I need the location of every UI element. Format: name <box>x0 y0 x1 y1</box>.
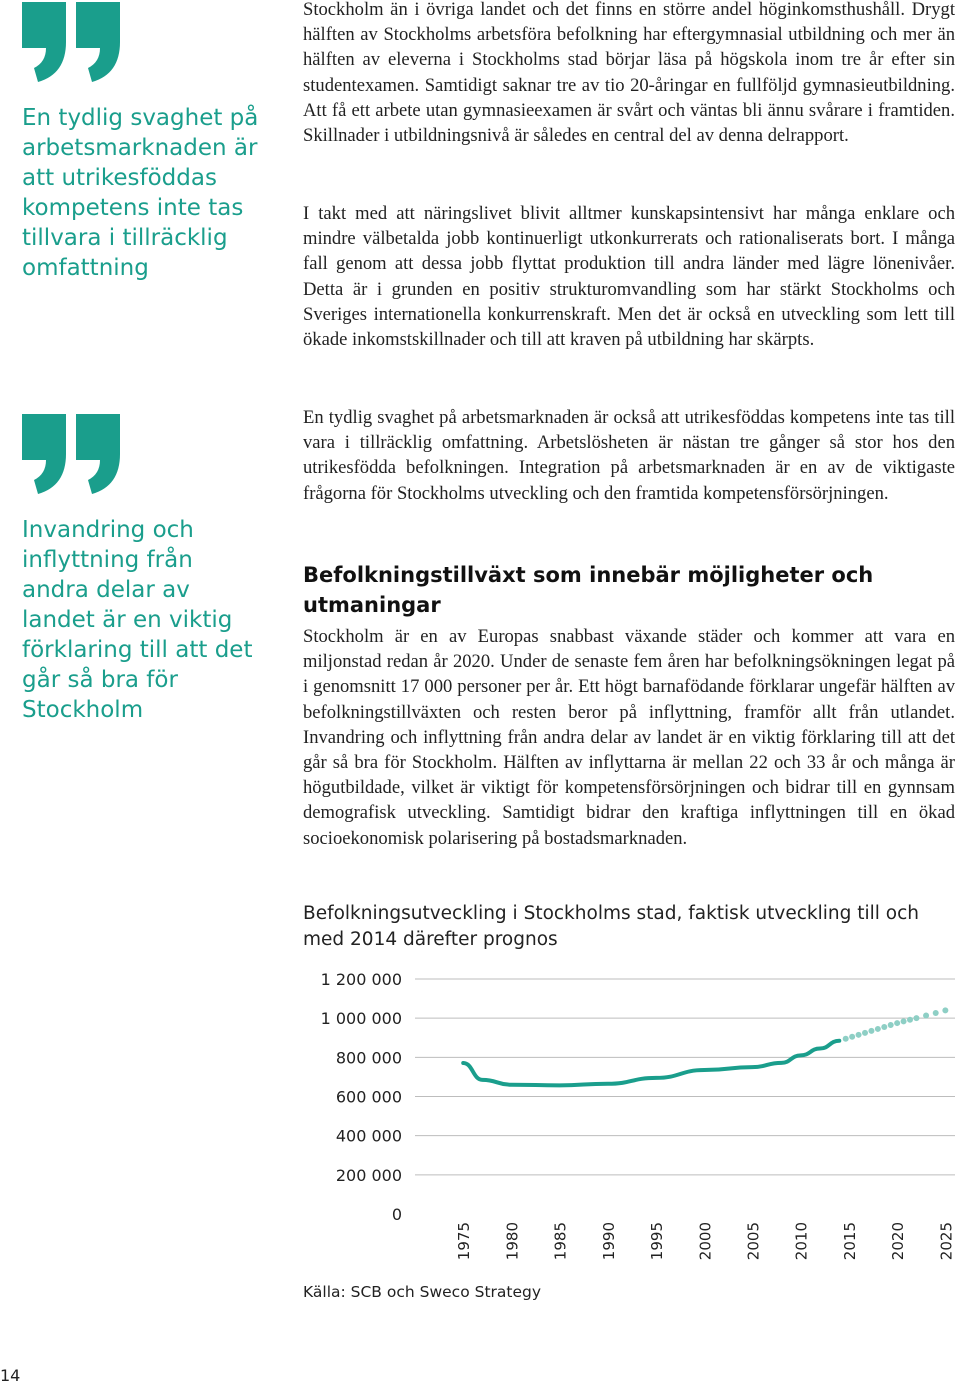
y-tick-label: 400 000 <box>335 1126 402 1146</box>
x-tick-label: 2015 <box>840 1222 859 1261</box>
forecast-dot <box>942 1007 948 1013</box>
quote-icon <box>22 2 122 82</box>
forecast-dot <box>843 1036 849 1042</box>
body-paragraph-3: En tydlig svaghet på arbetsmarknaden är också att utrikesföddas kompetens inte tas till vara i tillräcklig omfattning. Arbetslösheten är nästan tre gånger så stor hos den utrikesfödda befolkningen. Integration på arbetsmarknaden är en av de viktigaste frågorna för Stockholms utveckling och den framtida kompetensförsörjningen. <box>303 407 955 504</box>
forecast-dot <box>856 1032 862 1038</box>
x-tick-label: 1995 <box>648 1222 667 1261</box>
forecast-dot <box>933 1010 939 1016</box>
y-tick-label: 200 000 <box>335 1165 402 1185</box>
page-number: 14 <box>0 1366 21 1385</box>
x-tick-label: 2020 <box>889 1222 908 1261</box>
x-tick-label: 2000 <box>696 1222 715 1261</box>
x-tick-label: 1975 <box>455 1222 474 1261</box>
body-paragraph-1: Stockholm än i övriga landet och det finns en större andel höginkomsthushåll. Drygt hälften av Stockholms arbetsföra befolkning har eftergymnasial utbildning och mer än hälften av eleverna i Stockholms stad börjar läsa på högskola inom tre år efter sin studentexamen. Samtidigt saknar tre av tio 20-åringar en fullföljd gymnasieutbildning. Att få ett arbete utan gymnasieexamen är svårt och väntas bli ännu svårare i framtiden. Skillnader i utbildningsnivå är således en central del av denna delrapport. <box>303 0 955 147</box>
x-tick-label: 2005 <box>744 1222 763 1261</box>
actual-population-line <box>463 1041 839 1086</box>
y-tick-label: 0 <box>391 1205 402 1224</box>
forecast-dot <box>849 1034 855 1040</box>
y-tick-label: 800 000 <box>335 1048 402 1068</box>
x-tick-label: 1985 <box>551 1222 570 1261</box>
chart-source: Källa: SCB och Sweco Strategy <box>303 1283 542 1301</box>
population-chart <box>300 960 960 1280</box>
pull-quote-2: Invandring och inflyttning från andra delar av landet är en viktig förklaring till att det går så bra för Stockholm <box>22 517 253 723</box>
forecast-dot <box>881 1024 887 1030</box>
forecast-dot <box>868 1028 874 1034</box>
y-tick-label: 600 000 <box>335 1087 402 1107</box>
forecast-dot <box>894 1020 900 1026</box>
body-paragraph-4: Stockholm är en av Europas snabbast växande städer och kommer att vara en miljonstad redan år 2020. Under de senaste fem åren har befolkningsökningen legat på i genomsnitt 17 000 personer per år. Ett högt barnafödande förklarar ungefär hälften av befolkningstillväxten och resten beror på inflyttning, framför allt från utlandet. Invandring och inflyttning från andra delar av landet är en viktig förklaring till att det går så bra för Stockholm. Hälften av inflyttarna är mellan 22 och 33 år och många är högutbildade, vilket är viktigt för kompetensförsörjningen och bidrar till en gynnsam demografisk utveckling. Samtidigt bidrar den kraftiga inflyttningen till en ökad socioekonomisk polarisering på bostadsmarknaden. <box>303 626 955 849</box>
forecast-dot <box>888 1022 894 1028</box>
forecast-dot <box>907 1017 913 1023</box>
forecast-dot <box>913 1015 919 1021</box>
y-tick-label: 1 000 000 <box>320 1009 402 1029</box>
quote-icon <box>22 414 122 494</box>
x-tick-label: 1980 <box>503 1222 522 1261</box>
y-tick-label: 1 200 000 <box>320 970 402 989</box>
body-paragraph-2: I takt med att näringslivet blivit alltmer kunskapsintensivt har många enklare och mindre välbetalda jobb kontinuerligt utkonkurrerats och rationaliserats bort. I många fall genom att dessa jobb flyttat produktion till andra länder med lägre lönenivåer. Detta är i grunden en positiv strukturomvandling som har stärkt Stockholms och Sveriges internationella konkurrenskraft. Men det är också en utveckling som lett till ökade inkomstskillnader och till att kraven på utbildning har skärpts. <box>303 203 955 351</box>
forecast-dot <box>901 1018 907 1024</box>
pull-quote-1: En tydlig svaghet på arbetsmarknaden är att utrikesföddas kompetens inte tas tillvara i tillräcklig omfattning <box>22 105 259 281</box>
x-tick-label: 2010 <box>792 1222 811 1261</box>
x-tick-label: 2025 <box>937 1222 956 1261</box>
forecast-dot <box>923 1013 929 1019</box>
section-heading: Befolkningstillväxt som innebär möjligheter och utmaningar <box>303 563 874 617</box>
x-tick-label: 1990 <box>599 1222 618 1261</box>
forecast-dot <box>862 1030 868 1036</box>
chart-title: Befolkningsutveckling i Stockholms stad, faktisk utveckling till och med 2014 därefter prognos <box>303 903 920 950</box>
forecast-dot <box>875 1026 881 1032</box>
